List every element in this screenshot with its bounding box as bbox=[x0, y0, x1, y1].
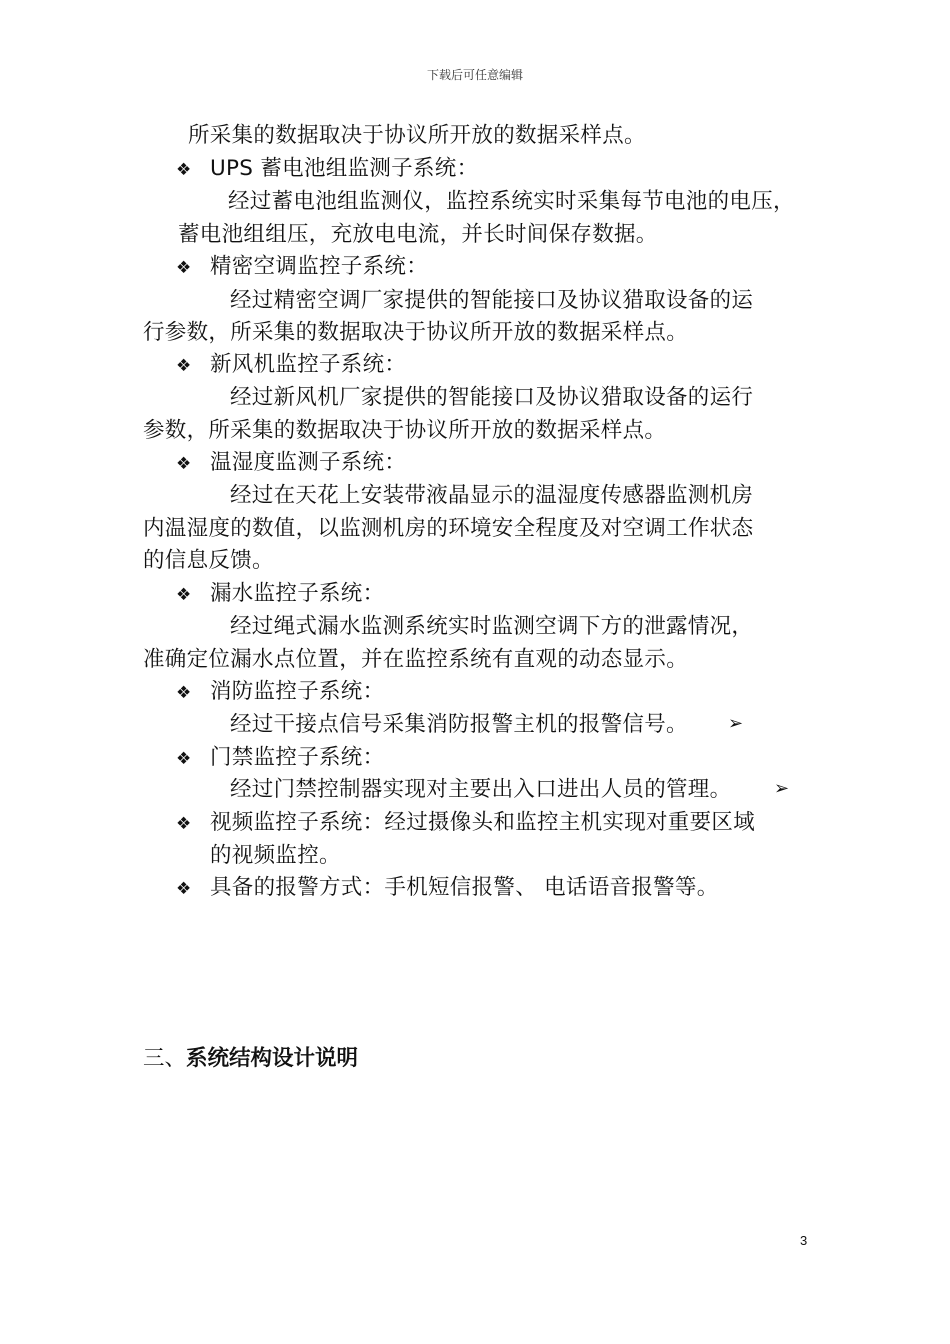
paragraph-line: 经过蓄电池组监测仪，监控系统实时采集每节电池的电压， bbox=[228, 189, 795, 214]
paragraph-line: 行参数，所采集的数据取决于协议所开放的数据采样点。 bbox=[143, 320, 689, 345]
diamond-bullet-icon: ❖ bbox=[176, 585, 192, 605]
section-number: 三、 bbox=[143, 1046, 187, 1071]
page-number: 3 bbox=[800, 1233, 808, 1248]
diamond-bullet-icon: ❖ bbox=[176, 454, 192, 474]
diamond-bullet-icon: ❖ bbox=[176, 814, 192, 834]
paragraph-line: 的视频监控。 bbox=[210, 843, 341, 868]
paragraph-line: 经过绳式漏水监测系统实时监测空调下方的泄露情况， bbox=[230, 614, 754, 639]
diamond-bullet-icon: ❖ bbox=[176, 258, 192, 278]
paragraph-line: 参数，所采集的数据取决于协议所开放的数据采样点。 bbox=[143, 418, 667, 443]
paragraph-line: 经过干接点信号采集消防报警主机的报警信号。 bbox=[230, 712, 688, 737]
diamond-bullet-icon: ❖ bbox=[176, 879, 192, 899]
paragraph-line: 经过门禁控制器实现对主要出入口进出人员的管理。 bbox=[230, 777, 732, 802]
bullet-alarm-heading: 具备的报警方式：手机短信报警、 电话语音报警等。 bbox=[210, 875, 719, 900]
bullet-door-heading: 门禁监控子系统： bbox=[210, 745, 385, 770]
diamond-bullet-icon: ❖ bbox=[176, 356, 192, 376]
bullet-fire-heading: 消防监控子系统： bbox=[210, 679, 385, 704]
paragraph-line: 蓄电池组组压，充放电电流，并长时间保存数据。 bbox=[178, 222, 658, 247]
bullet-ups-heading: UPS 蓄电池组监测子系统： bbox=[210, 156, 479, 181]
bullet-video-heading: 视频监控子系统：经过摄像头和监控主机实现对重要区域 bbox=[210, 810, 756, 835]
section-heading bbox=[143, 1041, 358, 1072]
bullet-leak-heading: 漏水监控子系统： bbox=[210, 581, 385, 606]
arrow-bullet-icon: ➢ bbox=[774, 778, 790, 799]
diamond-bullet-icon: ❖ bbox=[176, 683, 192, 703]
paragraph-line: 所采集的数据取决于协议所开放的数据采样点。 bbox=[188, 123, 646, 148]
paragraph-line: 经过新风机厂家提供的智能接口及协议猎取设备的运行 bbox=[230, 385, 754, 410]
paragraph-line: 的信息反馈。 bbox=[143, 548, 274, 573]
paragraph-line: 经过在天花上安装带液晶显示的温湿度传感器监测机房 bbox=[230, 483, 754, 508]
paragraph-line: 内温湿度的数值，以监测机房的环境安全程度及对空调工作状态 bbox=[143, 516, 754, 541]
paragraph-line: 准确定位漏水点位置，并在监控系统有直观的动态显示。 bbox=[143, 647, 689, 672]
page-header: 下载后可任意编辑 bbox=[426, 68, 523, 82]
bullet-fan-heading: 新风机监控子系统： bbox=[210, 352, 407, 377]
diamond-bullet-icon: ❖ bbox=[176, 160, 192, 180]
arrow-bullet-icon: ➢ bbox=[728, 713, 744, 734]
section-title: 系统结构设计说明 bbox=[186, 1046, 359, 1071]
paragraph-line: 经过精密空调厂家提供的智能接口及协议猎取设备的运 bbox=[230, 288, 754, 313]
bullet-ac-heading: 精密空调监控子系统： bbox=[210, 254, 429, 279]
diamond-bullet-icon: ❖ bbox=[176, 749, 192, 769]
bullet-temp-humidity-heading: 温湿度监测子系统： bbox=[210, 450, 407, 475]
